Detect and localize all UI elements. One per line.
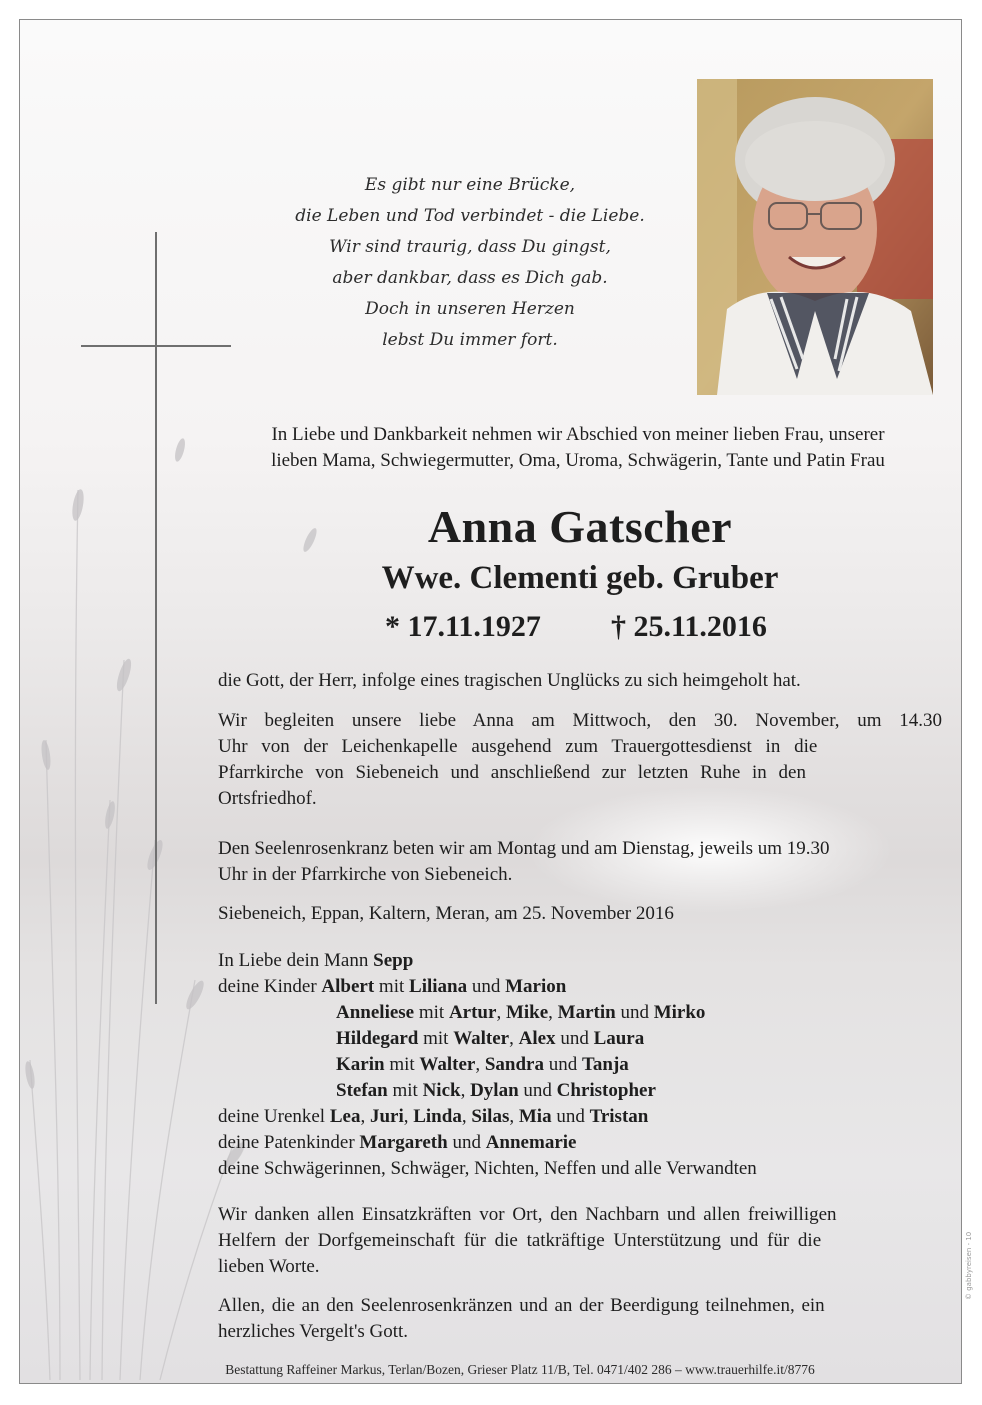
family-member-name: Anneliese xyxy=(336,1002,415,1023)
family-husband-row xyxy=(218,948,958,974)
verse-line: Es gibt nur eine Brücke, xyxy=(364,175,576,195)
family-connector: mit xyxy=(378,976,410,997)
portrait-photo xyxy=(697,79,933,395)
intro-line: In Liebe und Dankbarkeit nehmen wir Abschied von meiner lieben Frau, unserer xyxy=(271,424,885,445)
thanks-text xyxy=(218,1202,942,1280)
funeral-line: Ortsfriedhof. xyxy=(218,788,317,809)
family-child-row: Hildegard mit Walter, Alex und Laura xyxy=(336,1028,645,1049)
family-great-grandchildren-row: deine Urenkel Lea, Juri, Linda, Silas, Mia und Tristan xyxy=(218,1106,649,1127)
family-member-name: Karin xyxy=(336,1054,385,1075)
maiden-name: Wwe. Clementi geb. Gruber xyxy=(381,560,779,596)
family-member-name: Margareth xyxy=(359,1132,448,1153)
family-member-name: Artur xyxy=(448,1002,497,1023)
funeral-line: Pfarrkirche von Siebeneich und anschließend zur letzten Ruhe in den xyxy=(218,762,806,783)
rosary-line: Uhr in der Pfarrkirche von Siebeneich. xyxy=(218,864,513,885)
family-member-name: Silas xyxy=(471,1106,510,1127)
deceased-name: Anna Gatscher xyxy=(427,501,733,552)
birth-date: * 17.11.1927 xyxy=(385,610,541,643)
family-connector: und xyxy=(543,1054,582,1075)
family-member-name: Sandra xyxy=(484,1054,544,1075)
family-member-name: Laura xyxy=(593,1028,645,1049)
rosary-line: Den Seelenrosenkranz beten wir am Montag und am Dienstag, jeweils um 19.30 xyxy=(218,838,830,859)
family-children-row xyxy=(218,974,958,1000)
verse-line: die Leben und Tod verbindet - die Liebe. xyxy=(295,206,645,226)
family-connector: und xyxy=(555,1028,594,1049)
family-label: In Liebe dein Mann xyxy=(218,950,374,971)
verse-line: lebst Du immer fort. xyxy=(382,330,558,350)
family-member-name: Walter xyxy=(453,1028,510,1049)
thanks-line: Wir danken allen Einsatzkräften vor Ort, den Nachbarn und allen freiwilligen xyxy=(218,1204,837,1225)
circumstance-line: die Gott, der Herr, infolge eines tragischen Unglücks zu sich heimgeholt hat. xyxy=(218,670,801,691)
family-member-name: Dylan xyxy=(470,1080,519,1101)
family-child-row: Stefan mit Nick, Dylan und Christopher xyxy=(336,1080,656,1101)
family-connector: mit xyxy=(414,1002,449,1023)
family-connector: und xyxy=(615,1002,654,1023)
family-connector: und xyxy=(467,976,506,997)
death-date: † 25.11.2016 xyxy=(611,610,767,643)
family-member-name: Mike xyxy=(505,1002,549,1023)
family-member-name: Alex xyxy=(518,1028,556,1049)
family-member-name: Tanja xyxy=(581,1054,629,1075)
family-connector: mit xyxy=(418,1028,454,1049)
verse-line: Wir sind traurig, dass Du gingst, xyxy=(329,237,611,257)
family-label: deine Urenkel xyxy=(218,1106,330,1127)
family-member-name: Tristan xyxy=(589,1106,649,1127)
intro-line: lieben Mama, Schwiegermutter, Oma, Uroma, Schwägerin, Tante und Patin Frau xyxy=(271,450,885,471)
cross-horizontal-beam xyxy=(81,345,231,347)
family-member-name: Stefan xyxy=(336,1080,388,1101)
family-label: deine Kinder xyxy=(218,976,322,997)
family-member-name: Sepp xyxy=(373,950,414,971)
family-member-name: Juri xyxy=(369,1106,404,1127)
family-relatives-row: deine Schwägerinnen, Schwäger, Nichten, Neffen und alle Verwandten xyxy=(218,1158,757,1179)
rosary-details xyxy=(218,836,942,888)
place-date xyxy=(218,901,942,927)
family-member-name: Annemarie xyxy=(485,1132,577,1153)
family-godchildren-row: deine Patenkinder Margareth und Annemarie xyxy=(218,1132,577,1153)
family-member-name: Nick xyxy=(422,1080,461,1101)
family-connector: mit xyxy=(384,1054,420,1075)
side-copyright-note: © gabbyreisen - 10 xyxy=(965,1231,973,1300)
family-connector: mit xyxy=(387,1080,423,1101)
memorial-verse xyxy=(220,170,720,356)
family-member-name: Christopher xyxy=(556,1080,656,1101)
family-member-name: Linda xyxy=(413,1106,462,1127)
verse-line: aber dankbar, dass es Dich gab. xyxy=(332,268,608,288)
funeral-line: Wir begleiten unsere liebe Anna am Mittwoch, den 30. November, um 14.30 xyxy=(218,710,942,731)
family-child-row: Anneliese mit Artur, Mike, Martin und Mirko xyxy=(336,1002,706,1023)
family-member-name: Hildegard xyxy=(336,1028,419,1049)
verse-line: Doch in unseren Herzen xyxy=(365,299,575,319)
family-connector: und xyxy=(518,1080,557,1101)
family-member-name: Martin xyxy=(557,1002,616,1023)
family-label: deine Patenkinder xyxy=(218,1132,360,1153)
place-date-line: Siebeneich, Eppan, Kaltern, Meran, am 25. November 2016 xyxy=(218,903,674,924)
family-member-name: Marion xyxy=(505,976,567,997)
intro-text xyxy=(218,422,938,474)
thanks-line: lieben Worte. xyxy=(218,1256,320,1277)
family-member-name: Albert xyxy=(321,976,375,997)
funeral-line: Uhr von der Leichenkapelle ausgehend zum Trauergottesdienst in die xyxy=(218,736,818,757)
thanks-second-text xyxy=(218,1293,942,1345)
circumstance-text xyxy=(218,668,942,694)
thanks-line: Allen, die an den Seelenrosenkränzen und an der Beerdigung teilnehmen, ein xyxy=(218,1295,825,1316)
cross-vertical-beam xyxy=(155,232,157,1004)
family-member-name: Liliana xyxy=(409,976,468,997)
parte-sheet xyxy=(19,19,962,1384)
family-member-name: Mia xyxy=(518,1106,552,1127)
funeral-home-footer: Bestattung Raffeiner Markus, Terlan/Bozen, Grieser Platz 11/B, Tel. 0471/402 286 – www.trauerhilfe.it/8776 xyxy=(225,1362,815,1377)
family-member-name: Mirko xyxy=(653,1002,706,1023)
family-child-row: Karin mit Walter, Sandra und Tanja xyxy=(336,1054,629,1075)
family-member-name: Lea xyxy=(329,1106,361,1127)
family-list xyxy=(218,948,958,1182)
family-member-name: Walter xyxy=(419,1054,476,1075)
thanks-line: herzliches Vergelt's Gott. xyxy=(218,1321,409,1342)
thanks-line: Helfern der Dorfgemeinschaft für die tatkräftige Unterstützung und für die xyxy=(218,1230,822,1251)
funeral-details xyxy=(218,708,942,812)
